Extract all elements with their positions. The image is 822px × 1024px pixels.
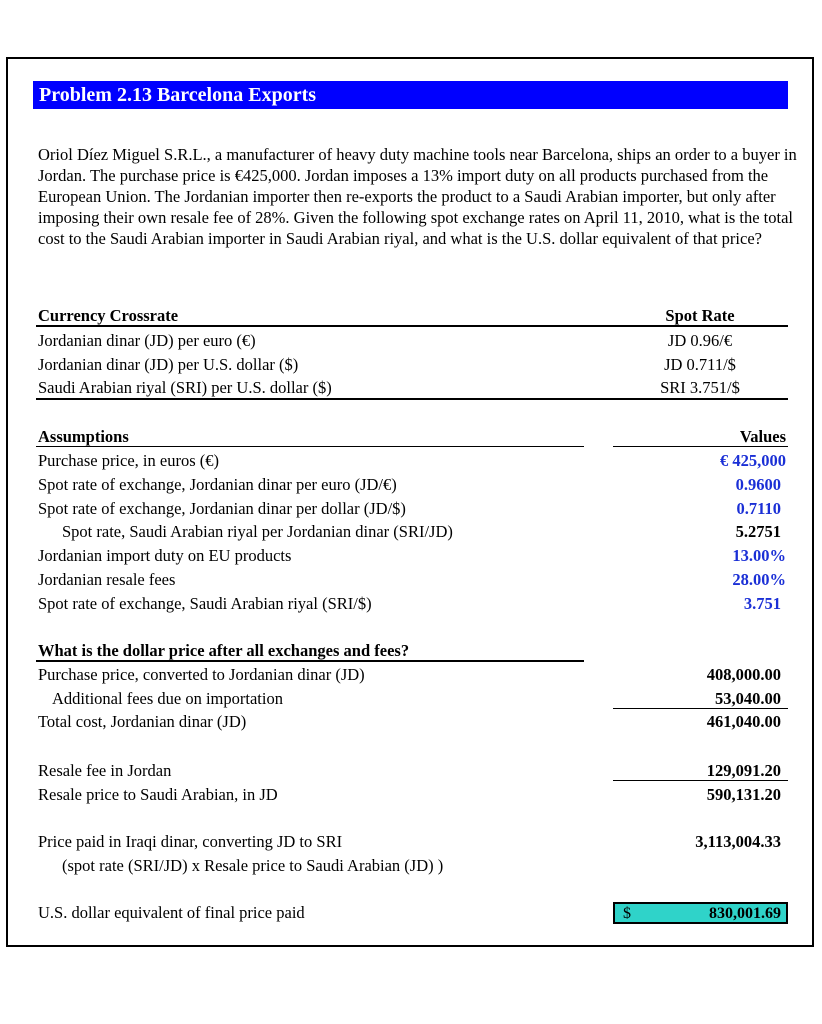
subtotal-rule [613, 708, 788, 709]
total-jd-label: Total cost, Jordanian dinar (JD) [38, 712, 247, 731]
purchase-jd-label: Purchase price, converted to Jordanian dinar (JD) [38, 665, 365, 684]
usd-total-box [613, 902, 788, 924]
assumption-label: Purchase price, in euros (€) [38, 451, 219, 470]
crossrate-row-value: SRI 3.751/$ [660, 378, 740, 397]
assumptions-value-rule [613, 446, 788, 447]
crossrate-header-value: Spot Rate [665, 306, 735, 325]
crossrate-row-value: JD 0.711/$ [664, 355, 736, 374]
assumption-label: Spot rate, Saudi Arabian riyal per Jordanian dinar (SRI/JD) [62, 522, 453, 541]
assumption-value: 3.751 [743, 594, 781, 613]
assumption-label: Spot rate of exchange, Jordanian dinar per euro (JD/€) [38, 475, 397, 494]
fees-label: Additional fees due on importation [52, 689, 283, 708]
usd-currency-symbol: $ [623, 905, 631, 922]
crossrate-row-value: JD 0.96/€ [667, 331, 733, 350]
assumption-value: 28.00% [732, 570, 786, 589]
total-jd-value: 461,040.00 [706, 712, 781, 731]
assumptions-label-rule [36, 446, 584, 447]
crossrate-row-label: Jordanian dinar (JD) per U.S. dollar ($) [38, 355, 299, 374]
iraqi-value: 3,113,004.33 [695, 832, 781, 851]
crossrate-bottom-rule [36, 398, 788, 400]
resale-fee-label: Resale fee in Jordan [38, 761, 172, 780]
assumption-label: Jordanian import duty on EU products [38, 546, 292, 565]
assumption-value: 0.7110 [736, 499, 781, 518]
resale-fee-value: 129,091.20 [706, 761, 781, 780]
resale-price-label: Resale price to Saudi Arabian, in JD [38, 785, 278, 804]
fees-value: 53,040.00 [715, 689, 781, 708]
iraqi-sub-label: (spot rate (SRI/JD) x Resale price to Saudi Arabian (JD) ) [62, 856, 444, 875]
problem-title: Problem 2.13 Barcelona Exports [33, 81, 788, 109]
purchase-jd-value: 408,000.00 [706, 665, 781, 684]
crossrate-header-rule [36, 325, 788, 327]
resale-rule [613, 780, 788, 781]
crossrate-header-label: Currency Crossrate [38, 306, 179, 325]
usd-total-value: 830,001.69 [709, 905, 781, 922]
assumption-value: 5.2751 [735, 522, 781, 541]
problem-description: Oriol Díez Miguel S.R.L., a manufacturer of heavy duty machine tools near Barcelona, ships an order to a buyer in Jordan. The purchase price is €425,000. Jordan imposes a 13% import duty on all products purchased from the European Union. The Jordanian importer then re-exports the product to a Saudi Arabian importer, but only after imposing their own resale fee of 28%. Given the following spot exchange rates on April 11, 2010, what is the total cost to the Saudi Arabian importer in Saudi Arabian riyal, and what is the U.S. dollar equivalent of that price? [38, 145, 797, 248]
assumption-label: Jordanian resale fees [38, 570, 176, 589]
calc-header-rule [36, 660, 584, 662]
resale-price-value: 590,131.20 [706, 785, 781, 804]
crossrate-row-label: Saudi Arabian riyal (SRI) per U.S. dollar ($) [38, 378, 332, 397]
assumption-value: € 425,000 [720, 451, 786, 470]
assumptions-header-value: Values [739, 427, 786, 446]
assumption-label: Spot rate of exchange, Saudi Arabian riyal (SRI/$) [38, 594, 372, 613]
assumption-value: 13.00% [732, 546, 786, 565]
assumption-value: 0.9600 [735, 475, 781, 494]
assumptions-header-label: Assumptions [38, 427, 129, 446]
iraqi-label: Price paid in Iraqi dinar, converting JD to SRI [38, 832, 343, 851]
crossrate-row-label: Jordanian dinar (JD) per euro (€) [38, 331, 256, 350]
assumption-label: Spot rate of exchange, Jordanian dinar per dollar (JD/$) [38, 499, 406, 518]
usd-label: U.S. dollar equivalent of final price paid [38, 903, 305, 922]
calc-header: What is the dollar price after all exchanges and fees? [38, 641, 410, 660]
